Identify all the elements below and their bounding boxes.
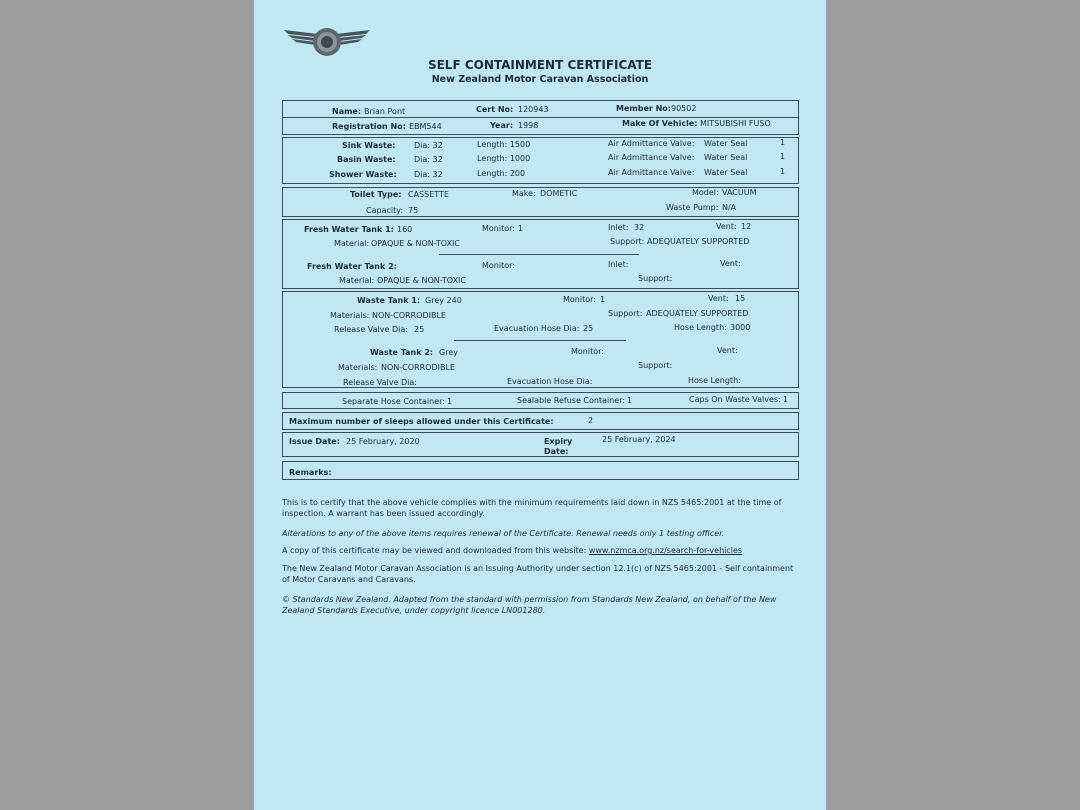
refuse-container-label: Sealable Refuse Container: — [517, 396, 626, 405]
certificate-page — [254, 0, 826, 810]
fresh-tank-1-support: ADEQUATELY SUPPORTED — [647, 237, 750, 246]
toilet-model-label: Model: — [692, 188, 719, 197]
fresh-tank-1-value: 160 — [397, 225, 413, 234]
fresh-tank-1-label: Fresh Water Tank 1: — [304, 225, 394, 234]
refuse-container-value: 1 — [627, 396, 633, 405]
max-sleeps-label: Maximum number of sleeps allowed under this Certificate: — [289, 417, 554, 426]
waste-tank-2-materials: NON-CORRODIBLE — [381, 363, 455, 372]
shower-waste-dia: Dia: 32 — [414, 170, 443, 179]
caps-label: Caps On Waste Valves: — [689, 395, 781, 404]
shower-waste-count: 1 — [780, 167, 786, 176]
vehicle-make-label: Make Of Vehicle: — [622, 119, 698, 128]
toilet-make-value: DOMETIC — [540, 189, 578, 198]
fresh-tank-1-support-label: Support: — [610, 237, 645, 246]
registration-label: Registration No: — [332, 122, 406, 131]
year-label: Year: — [490, 121, 514, 130]
waste-tank-2-label: Waste Tank 2: — [370, 348, 434, 357]
fresh-tank-2-vent-label: Vent: — [720, 259, 741, 268]
caps-value: 1 — [783, 395, 789, 404]
waste-tank-1-materials-label: Materials: — [330, 311, 370, 320]
waste-tank-1-release-label: Release Valve Dia: — [334, 325, 408, 334]
fresh-tank-1-material-label: Material: — [334, 239, 370, 248]
waste-tank-1-evac-label: Evacuation Hose Dia: — [494, 324, 580, 333]
member-label: Member No: — [616, 104, 671, 113]
waste-tank-2-evac-label: Evacuation Hose Dia: — [507, 377, 593, 386]
website-note — [282, 545, 802, 556]
waste-tank-1-support: ADEQUATELY SUPPORTED — [646, 309, 749, 318]
waste-tank-1-vent-label: Vent: — [708, 294, 729, 303]
basin-waste-seal: Water Seal — [704, 153, 748, 162]
fresh-tank-1-vent-label: Vent: — [716, 222, 737, 231]
fresh-tank-1-inlet-label: Inlet: — [608, 223, 629, 232]
remarks-label: Remarks: — [289, 468, 332, 477]
shower-waste-label: Shower Waste: — [329, 170, 397, 179]
expiry-date-value: 25 February, 2024 — [602, 435, 676, 444]
alterations-note: Alterations to any of the above items requires renewal of the Certificate. Renewal needs only 1 testing officer. — [282, 529, 725, 538]
waste-pump-value: N/A — [722, 203, 737, 212]
separate-hose-value: 1 — [447, 397, 453, 406]
fresh-tank-2-support-label: Support: — [638, 274, 673, 283]
waste-tank-2-support-label: Support: — [638, 361, 673, 370]
basin-waste-label: Basin Waste: — [337, 155, 396, 164]
year-value: 1998 — [518, 121, 539, 130]
waste-tank-1-value: Grey 240 — [425, 296, 462, 305]
fresh-tank-2-monitor-label: Monitor: — [482, 261, 515, 270]
waste-tank-1-monitor: 1 — [600, 295, 606, 304]
waste-tank-1-vent: 15 — [735, 294, 746, 303]
fresh-tank-2-material-label: Material: — [339, 276, 375, 285]
toilet-make-label: Make: — [512, 189, 536, 198]
issuing-authority-note: The New Zealand Motor Caravan Association is an Issuing Authority under section 12.1(c) of NZS 5465:2001 - Self containment of Motor Caravans and Caravans. — [282, 564, 794, 584]
waste-tank-1-hose-label: Hose Length: — [674, 323, 727, 332]
cert-label: Cert No: — [476, 105, 514, 114]
waste-pump-label: Waste Pump: — [666, 203, 719, 212]
toilet-capacity-value: 75 — [408, 206, 419, 215]
fresh-tank-1-vent: 12 — [741, 222, 752, 231]
waste-tank-1-hose: 3000 — [730, 323, 751, 332]
sink-waste-aav-label: Air Admittance Valve: — [608, 139, 695, 148]
waste-tank-2-monitor-label: Monitor: — [571, 347, 604, 356]
registration-value: EBM544 — [409, 122, 442, 131]
waste-tank-2-hose-label: Hose Length: — [688, 376, 741, 385]
toilet-model-value: VACUUM — [722, 188, 757, 197]
remarks-box — [282, 461, 799, 480]
basin-waste-aav-label: Air Admittance Valve: — [608, 153, 695, 162]
issue-date-value: 25 February, 2020 — [346, 437, 420, 446]
page-title: SELF CONTAINMENT CERTIFICATE — [427, 58, 653, 72]
page-subtitle: New Zealand Motor Caravan Association — [431, 74, 649, 85]
issue-date-label: Issue Date: — [289, 437, 340, 446]
fresh-tank-1-monitor-label: Monitor: — [482, 224, 515, 233]
shower-waste-aav-label: Air Admittance Valve: — [608, 168, 695, 177]
certification-statement: This is to certify that the above vehicle complies with the minimum requirements laid down in NZS 5465:2001 at the time of inspection. A warrant has been issued accordingly. — [282, 498, 782, 518]
toilet-capacity-label: Capacity: — [366, 206, 404, 215]
waste-tank-2-vent-label: Vent: — [717, 346, 738, 355]
waste-tank-1-release: 25 — [414, 325, 425, 334]
waste-tank-2-release-label: Release Valve Dia: — [343, 378, 417, 387]
fresh-tank-2-inlet-label: Inlet: — [608, 260, 629, 269]
waste-tank-1-label: Waste Tank 1: — [357, 296, 421, 305]
name-value: Brian Pont — [364, 107, 406, 116]
shower-waste-seal: Water Seal — [704, 168, 748, 177]
website-note-text: A copy of this certificate may be viewed and downloaded from this website: — [282, 546, 589, 555]
basin-waste-dia: Dia: 32 — [414, 155, 443, 164]
waste-tank-2-materials-label: Materials: — [338, 363, 378, 372]
waste-tank-1-evac: 25 — [583, 324, 594, 333]
fresh-tank-1-inlet: 32 — [634, 223, 645, 232]
waste-tank-2-value: Grey — [439, 348, 458, 357]
max-sleeps-value: 2 — [588, 416, 594, 425]
fresh-tank-2-label: Fresh Water Tank 2: — [307, 262, 397, 271]
copyright-note: © Standards New Zealand. Adapted from the standard with permission from Standards New Zealand, on behalf of the New Zealand Standards Executive, under copyright licence LN001280. — [282, 595, 777, 615]
fresh-tank-2-material: OPAQUE & NON-TOXIC — [377, 276, 466, 285]
sink-waste-label: Sink Waste: — [342, 141, 396, 150]
basin-waste-length: Length: 1000 — [477, 154, 531, 163]
toilet-type-label: Toilet Type: — [350, 190, 402, 199]
sink-waste-dia: Dia: 32 — [414, 141, 443, 150]
member-value: 90502 — [671, 104, 697, 113]
waste-tank-1-materials: NON-CORRODIBLE — [372, 311, 446, 320]
vehicle-make-value: MITSUBISHI FUSO — [700, 119, 771, 128]
fresh-tank-1-monitor: 1 — [518, 224, 524, 233]
fresh-tank-1-material: OPAQUE & NON-TOXIC — [371, 239, 460, 248]
toilet-type-value: CASSETTE — [408, 190, 449, 199]
cert-value: 120943 — [518, 105, 549, 114]
nzmca-winged-logo — [282, 24, 372, 60]
basin-waste-count: 1 — [780, 152, 786, 161]
waste-tank-1-monitor-label: Monitor: — [563, 295, 596, 304]
separate-hose-label: Separate Hose Container: — [342, 397, 445, 406]
vehicle-search-link[interactable]: www.nzmca.org.nz/search-for-vehicles — [588, 546, 743, 555]
shower-waste-length: Length: 200 — [477, 169, 526, 178]
sink-waste-length: Length: 1500 — [477, 140, 531, 149]
sink-waste-count: 1 — [780, 138, 786, 147]
expiry-date-label: Expiry Date: — [544, 437, 573, 456]
waste-tank-1-support-label: Support: — [608, 309, 643, 318]
sink-waste-seal: Water Seal — [704, 139, 748, 148]
name-label: Name: — [332, 107, 362, 116]
